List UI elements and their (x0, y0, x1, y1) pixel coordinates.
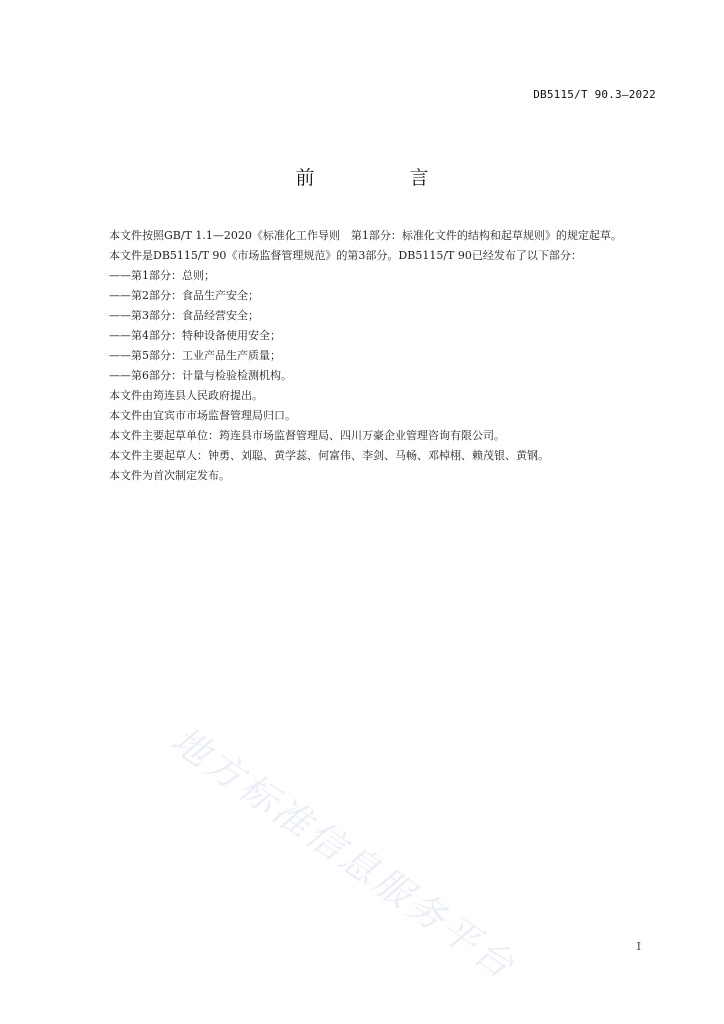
paragraph-drafters: 本文件主要起草人：钟勇、刘聪、黄学蕊、何富伟、李剑、马畅、邓棹栩、赖茂银、黄钢。 (109, 449, 549, 462)
list-item-part-4: ——第4部分：特种设备使用安全； (109, 329, 281, 342)
paragraph-administrator: 本文件由宜宾市市场监督管理局归口。 (109, 409, 296, 422)
paragraph-drafting-units: 本文件主要起草单位：筠连县市场监督管理局、四川万豪企业管理咨询有限公司。 (109, 429, 505, 442)
watermark: 地方标准信息服务平台 (163, 718, 525, 989)
paragraph-drafting-rules: 本文件按照GB/T 1.1—2020《标准化工作导则 第1部分：标准化文件的结构和起草规则》的规定起草。 (109, 229, 622, 242)
foreword-body (87, 226, 657, 486)
paragraph-first-release: 本文件为首次制定发布。 (109, 469, 230, 482)
standard-code: DB5115/T 90.3—2022 (533, 88, 656, 101)
list-item-part-2: ——第2部分：食品生产安全； (109, 289, 259, 302)
list-item-part-1: ——第1部分：总则； (109, 269, 215, 282)
list-item-part-5: ——第5部分：工业产品生产质量； (109, 349, 281, 362)
list-item-part-3: ——第3部分：食品经营安全； (109, 309, 259, 322)
paragraph-series-info: 本文件是DB5115/T 90《市场监督管理规范》的第3部分。DB5115/T 90已经发布了以下部分： (109, 249, 582, 262)
page-number: I (636, 940, 641, 953)
list-item-part-6: ——第6部分：计量与检验检测机构。 (109, 369, 292, 382)
paragraph-proposer: 本文件由筠连县人民政府提出。 (109, 389, 263, 402)
page-title: 前 言 (295, 167, 467, 189)
